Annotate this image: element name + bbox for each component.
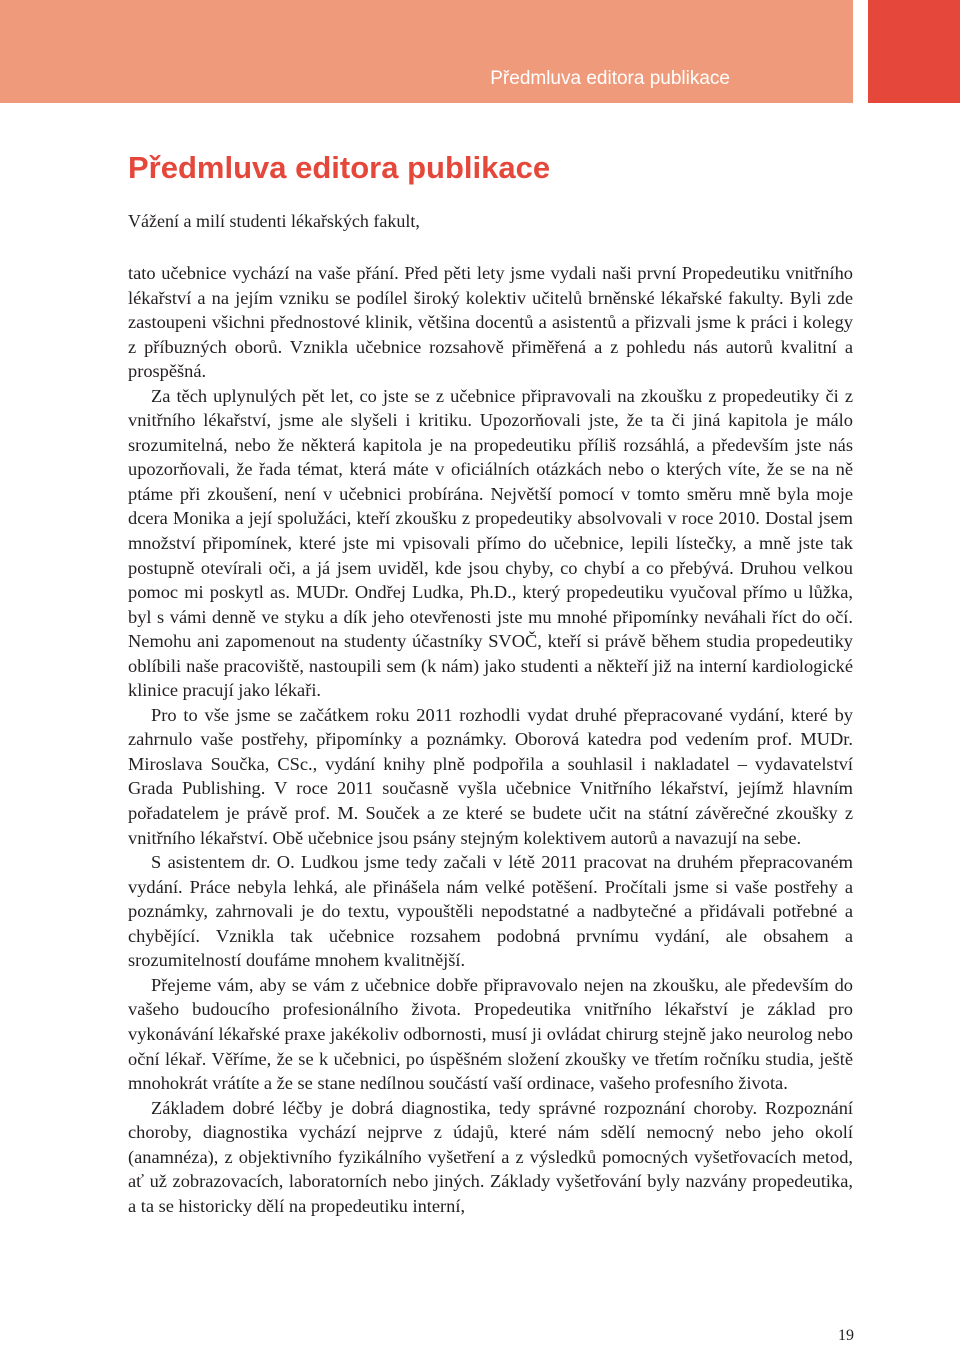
body-text (128, 261, 853, 1218)
page-number: 19 (838, 1327, 854, 1344)
header-band (0, 0, 853, 103)
running-header-title: Předmluva editora publikace (490, 68, 730, 89)
paragraph: Za těch uplynulých pět let, co jste se z učebnice připravovali na zkoušku z propedeutiky či z vnitřního lékařství, jsme ale slyšeli i kritiku. Upozorňovali jste, že ta či jiná kapitola je málo srozumitelná, nebo že některá kapitola je na propedeutiku příliš rozsáhlá, a především jste nás upozorňovali, že řada témat, která máte v oficiálních otázkách nebo o kterých víte, že se na ně ptáme při zkoušení, není v učebnici probírána. Největší pomocí v tomto směru mně byla moje dcera Monika a její spolužáci, kteří zkoušku z propedeutiky absolvovali v roce 2010. Dostal jsem množství připomínek, které jste mi vpisovali přímo do učebnice, lepili lístečky, a mně jste tak postupně otevírali oči, a já jsem uviděl, kde jsou chyby, co chybí a co přebývá. Druhou velkou pomoc mi poskytl as. MUDr. Ondřej Ludka, Ph.D., který propedeutiku vyučoval přímo u lůžka, byl s vámi denně ve styku a dík jeho otevřenosti jste mu mnohé připomínky neváhali říct do očí. Nemohu ani zapomenout na studenty účastníky SVOČ, kteří si právě během studia propedeutiky oblíbili naše pracoviště, nastoupili sem (k nám) jako studenti a někteří již na interní kardiologické klinice pracují jako lékaři. (128, 385, 853, 701)
paragraph: Základem dobré léčby je dobrá diagnostika, tedy správné rozpoznání choroby. Rozpoznání choroby, diagnostika vychází nejprve z údajů, které nám sdělí nemocný nebo jeho okolí (anamnéza), z objektivního fyzikálního vyšetření a z výsledků pomocných vyšetřovacích metod, ať už zobrazovacích, laboratorních nebo jiných. Základy vyšetřování byly nazvány propedeutika, a ta se historicky dělí na propedeutiku interní, (128, 1097, 853, 1216)
paragraph: Přejeme vám, aby se vám z učebnice dobře připravovalo nejen na zkoušku, ale především do vašeho budoucího profesionálního života. Propedeutika vnitřního lékařství je základ pro vykonávání lékařské praxe jakékoliv odbornosti, musí ji ovládat chirurg stejně jako neurolog nebo oční lékař. Věříme, že se k učebnici, po úspěšném složení zkoušky ve třetím ročníku studia, ještě mnohokrát vrátíte a že se stane nedílnou součástí vaší ordinace, vašeho profesního života. (128, 974, 853, 1094)
salutation: Vážení a milí studenti lékařských fakult, (128, 211, 420, 231)
paragraph: Pro to vše jsme se začátkem roku 2011 rozhodli vydat druhé přepracované vydání, které by zahrnulo vaše postřehy, připomínky a poznámky. Oborová katedra pod vedením prof. MUDr. Miroslava Součka, CSc., vydání knihy plně podpořila a souhlasil i nakladatel – vydavatelství Grada Publishing. V roce 2011 současně vyšla učebnice Vnitřního lékařství, jejímž hlavním pořadatelem je právě prof. M. Souček a ze které se budete učit na státní závěrečné zkoušky z vnitřního lékařství. Obě učebnice jsou psány stejným kolektivem autorů a navazují na sebe. (128, 704, 853, 848)
paragraph: tato učebnice vychází na vaše přání. Před pěti lety jsme vydali naši první Propedeutiku vnitřního lékařství a na jejím vzniku se podílel široký kolektiv učitelů brněnské lékařské fakulty. Byli zde zastoupeni všichni přednostové klinik, většina docentů a asistentů a přizvali jsme k práci i kolegy z příbuzných oborů. Vznikla učebnice rozsahově přiměřená a z pohledu nás autorů kvalitní a prospěšná. (128, 263, 853, 382)
page-title: Předmluva editora publikace (128, 150, 551, 185)
chapter-edge-tab (868, 0, 960, 103)
paragraph: S asistentem dr. O. Ludkou jsme tedy začali v létě 2011 pracovat na druhém přepracovaném vydání. Práce nebyla lehká, ale přinášela nám velké potěšení. Pročítali jsme si vaše postřehy a poznámky, zahrnovali je do textu, vypouštěli nepodstatné a nadbytečné a přidávali potřebné a chybějící. Vznikla tak učebnice rozsahem podobná prvnímu vydání, ale obsahem a srozumitelností doufáme mnohem kvalitnější. (128, 852, 853, 971)
